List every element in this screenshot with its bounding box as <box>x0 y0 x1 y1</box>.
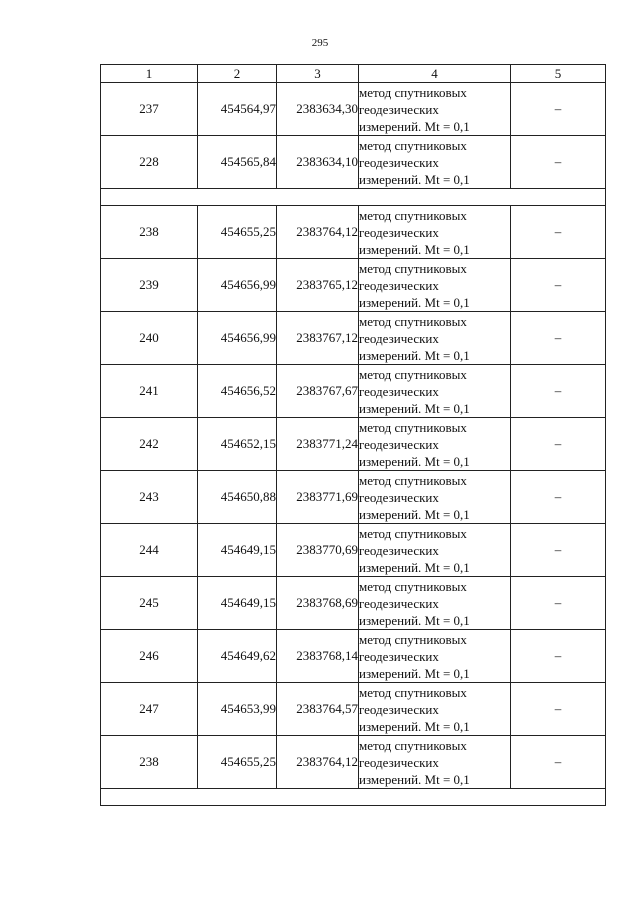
method-line: измерений. Mt = 0,1 <box>359 294 470 310</box>
method-line: метод спутниковых <box>359 313 467 329</box>
method-line: метод спутниковых <box>359 578 467 594</box>
method-line: метод спутниковых <box>359 207 467 223</box>
method-line: измерений. Mt = 0,1 <box>359 718 470 734</box>
method-line: метод спутниковых <box>359 631 467 647</box>
table-row <box>101 577 606 630</box>
method-cell <box>359 683 511 736</box>
coordinates-table <box>100 64 606 806</box>
method-line: геодезических <box>359 101 439 117</box>
method-cell <box>359 471 511 524</box>
method-line: метод спутниковых <box>359 84 467 100</box>
note-cell: – <box>511 736 606 789</box>
table-row <box>101 471 606 524</box>
x-coordinate-cell: 454649,62 <box>198 630 277 683</box>
x-coordinate-cell: 454650,88 <box>198 471 277 524</box>
method-line: метод спутниковых <box>359 525 467 541</box>
y-coordinate-cell: 2383767,12 <box>277 312 359 365</box>
separator-cell <box>101 189 606 206</box>
y-coordinate-cell: 2383764,12 <box>277 736 359 789</box>
method-cell <box>359 736 511 789</box>
method-line: геодезических <box>359 542 439 558</box>
note-cell: – <box>511 630 606 683</box>
point-number-cell: 243 <box>101 471 198 524</box>
y-coordinate-cell: 2383767,67 <box>277 365 359 418</box>
method-cell <box>359 136 511 189</box>
y-coordinate-cell: 2383764,12 <box>277 206 359 259</box>
x-coordinate-cell: 454565,84 <box>198 136 277 189</box>
method-line: геодезических <box>359 754 439 770</box>
point-number-cell: 244 <box>101 524 198 577</box>
point-number-cell: 241 <box>101 365 198 418</box>
x-coordinate-cell: 454655,25 <box>198 206 277 259</box>
method-line: геодезических <box>359 436 439 452</box>
column-header: 4 <box>359 65 511 83</box>
point-number-cell: 240 <box>101 312 198 365</box>
table-row <box>101 83 606 136</box>
note-cell: – <box>511 206 606 259</box>
method-line: измерений. Mt = 0,1 <box>359 241 470 257</box>
method-line: измерений. Mt = 0,1 <box>359 559 470 575</box>
y-coordinate-cell: 2383768,14 <box>277 630 359 683</box>
table-row <box>101 365 606 418</box>
method-line: метод спутниковых <box>359 472 467 488</box>
note-cell: – <box>511 524 606 577</box>
method-line: измерений. Mt = 0,1 <box>359 347 470 363</box>
table-row <box>101 736 606 789</box>
x-coordinate-cell: 454649,15 <box>198 577 277 630</box>
column-header: 1 <box>101 65 198 83</box>
method-line: измерений. Mt = 0,1 <box>359 506 470 522</box>
method-line: геодезических <box>359 595 439 611</box>
column-header: 3 <box>277 65 359 83</box>
y-coordinate-cell: 2383771,24 <box>277 418 359 471</box>
note-cell: – <box>511 312 606 365</box>
point-number-cell: 228 <box>101 136 198 189</box>
method-cell <box>359 365 511 418</box>
y-coordinate-cell: 2383770,69 <box>277 524 359 577</box>
group-separator-row <box>101 189 606 206</box>
y-coordinate-cell: 2383634,10 <box>277 136 359 189</box>
table-row <box>101 524 606 577</box>
note-cell: – <box>511 83 606 136</box>
note-cell: – <box>511 471 606 524</box>
method-cell <box>359 418 511 471</box>
column-header: 2 <box>198 65 277 83</box>
table-row <box>101 418 606 471</box>
method-line: измерений. Mt = 0,1 <box>359 171 470 187</box>
column-header: 5 <box>511 65 606 83</box>
method-cell <box>359 83 511 136</box>
table-body <box>101 83 606 806</box>
header-row <box>101 65 606 83</box>
y-coordinate-cell: 2383634,30 <box>277 83 359 136</box>
x-coordinate-cell: 454656,99 <box>198 259 277 312</box>
method-line: метод спутниковых <box>359 260 467 276</box>
table-row <box>101 630 606 683</box>
table-row <box>101 683 606 736</box>
method-line: измерений. Mt = 0,1 <box>359 400 470 416</box>
method-cell <box>359 312 511 365</box>
note-cell: – <box>511 136 606 189</box>
point-number-cell: 238 <box>101 736 198 789</box>
method-line: геодезических <box>359 330 439 346</box>
point-number-cell: 239 <box>101 259 198 312</box>
note-cell: – <box>511 577 606 630</box>
table-row <box>101 136 606 189</box>
method-line: геодезических <box>359 224 439 240</box>
x-coordinate-cell: 454656,52 <box>198 365 277 418</box>
method-line: метод спутниковых <box>359 684 467 700</box>
y-coordinate-cell: 2383765,12 <box>277 259 359 312</box>
method-line: измерений. Mt = 0,1 <box>359 453 470 469</box>
method-line: измерений. Mt = 0,1 <box>359 612 470 628</box>
point-number-cell: 245 <box>101 577 198 630</box>
note-cell: – <box>511 683 606 736</box>
y-coordinate-cell: 2383771,69 <box>277 471 359 524</box>
y-coordinate-cell: 2383768,69 <box>277 577 359 630</box>
table-row <box>101 312 606 365</box>
method-line: метод спутниковых <box>359 366 467 382</box>
x-coordinate-cell: 454656,99 <box>198 312 277 365</box>
point-number-cell: 247 <box>101 683 198 736</box>
method-line: геодезических <box>359 701 439 717</box>
point-number-cell: 242 <box>101 418 198 471</box>
point-number-cell: 246 <box>101 630 198 683</box>
table-row <box>101 206 606 259</box>
separator-cell <box>101 789 606 806</box>
method-line: геодезических <box>359 489 439 505</box>
method-cell <box>359 630 511 683</box>
method-line: геодезических <box>359 154 439 170</box>
x-coordinate-cell: 454655,25 <box>198 736 277 789</box>
method-line: метод спутниковых <box>359 137 467 153</box>
method-line: измерений. Mt = 0,1 <box>359 771 470 787</box>
method-line: геодезических <box>359 277 439 293</box>
x-coordinate-cell: 454564,97 <box>198 83 277 136</box>
point-number-cell: 238 <box>101 206 198 259</box>
method-cell <box>359 206 511 259</box>
x-coordinate-cell: 454653,99 <box>198 683 277 736</box>
note-cell: – <box>511 418 606 471</box>
method-line: измерений. Mt = 0,1 <box>359 118 470 134</box>
method-cell <box>359 577 511 630</box>
note-cell: – <box>511 259 606 312</box>
x-coordinate-cell: 454649,15 <box>198 524 277 577</box>
table-row <box>101 259 606 312</box>
point-number-cell: 237 <box>101 83 198 136</box>
method-cell <box>359 259 511 312</box>
x-coordinate-cell: 454652,15 <box>198 418 277 471</box>
method-line: метод спутниковых <box>359 737 467 753</box>
method-line: геодезических <box>359 383 439 399</box>
page-number: 295 <box>311 37 329 49</box>
group-separator-row <box>101 789 606 806</box>
y-coordinate-cell: 2383764,57 <box>277 683 359 736</box>
method-cell <box>359 524 511 577</box>
method-line: геодезических <box>359 648 439 664</box>
method-line: измерений. Mt = 0,1 <box>359 665 470 681</box>
method-line: метод спутниковых <box>359 419 467 435</box>
note-cell: – <box>511 365 606 418</box>
